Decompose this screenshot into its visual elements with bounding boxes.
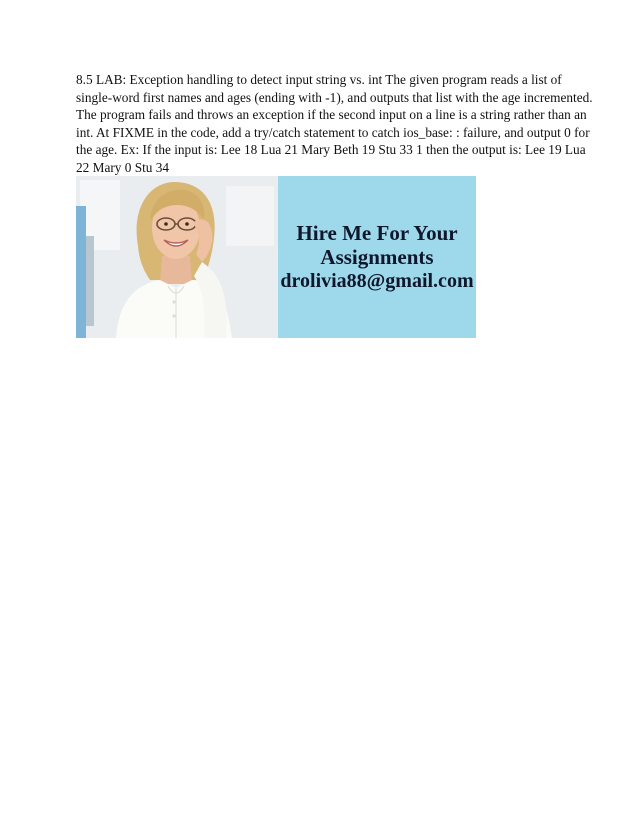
banner-contact-text <box>278 176 476 338</box>
text-line: 22 Mary 0 Stu 34 <box>76 159 170 175</box>
text-line: The program fails and throws an exception if the second input on a line is a string rather than an <box>76 107 587 122</box>
text-line: the age. Ex: If the input is: Lee 18 Lua 21 Mary Beth 19 Stu 33 1 then the output is: Lee 19 Lua <box>76 142 586 157</box>
banner-headline: Hire Me For Your <box>296 221 458 245</box>
woman-photo <box>76 176 278 338</box>
banner-email: drolivia88@gmail.com <box>280 270 474 292</box>
text-line: single-word first names and ages (ending with -1), and outputs that list with the age incremented. <box>76 89 593 105</box>
banner-subheadline: Assignments <box>320 245 434 269</box>
assignment-text <box>76 71 593 176</box>
advertisement-banner <box>76 176 476 338</box>
text-line: int. At FIXME in the code, add a try/catch statement to catch ios_base: : failure, and output 0 for <box>76 124 590 140</box>
text-line: 8.5 LAB: Exception handling to detect input string vs. int The given program reads a list of <box>76 72 562 87</box>
